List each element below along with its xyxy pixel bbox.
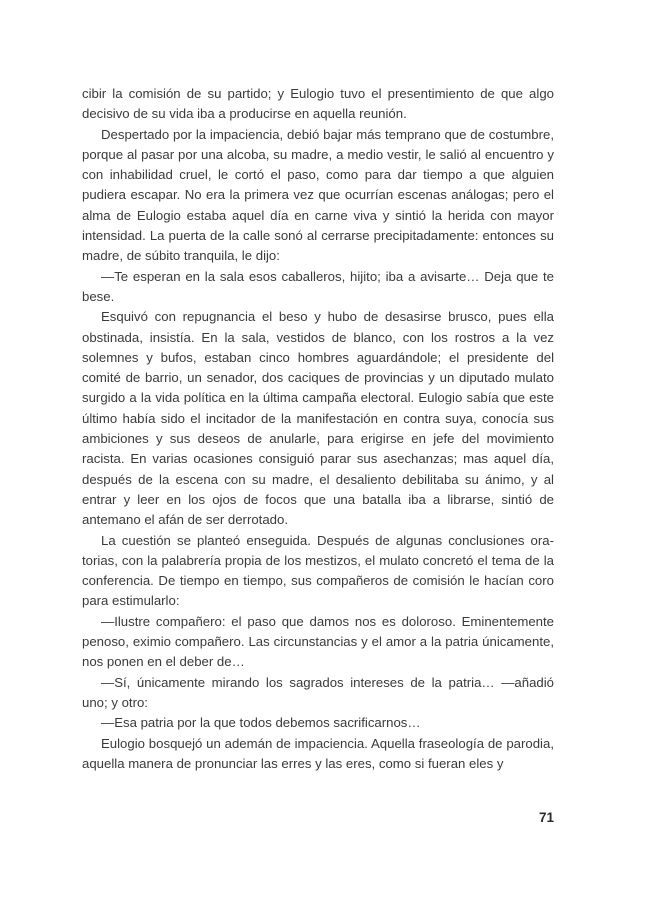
paragraph: —Te esperan en la sala esos caballeros, hijito; iba a avisarte… Deja que te bese. [82, 268, 554, 304]
paragraph: Despertado por la impaciencia, debió bajar más temprano que de costumbre, porque al pasar por una alcoba, su madre, a medio vestir, le salió al encuentro y con inhabilidad cruel, le cortó el paso, como para dar tiempo a que alguien pudiera escapar. No era la primera vez que ocurrían escenas análogas; pero el alma de Eulogio estaba aquel día en carne viva y sintió la herida con mayor intensidad. La puerta de la calle sonó al cerrarse precipitadamente: entonces su madre, de súbito tranquila, le dijo: [82, 126, 554, 264]
paragraph: La cuestión se planteó enseguida. Después de algunas conclusiones oratorias, con la palabrería propia de los mestizos, el mulato concretó el tema de la conferencia. De tiempo en tiempo, sus compañeros de comisión le hacían coro para estimularlo: [82, 532, 554, 609]
paragraph: Eulogio bosquejó un ademán de impaciencia. Aquella fraseología de parodia, aquella manera de pronunciar las erres y las eres, como si fueran eles y [82, 735, 554, 771]
body-text [82, 84, 554, 774]
paragraph: —Sí, únicamente mirando los sagrados intereses de la patria… —añadió uno; y otro: [82, 674, 554, 710]
paragraph: —Esa patria por la que todos debemos sacrificarnos… [101, 715, 421, 731]
paragraph: cibir la comisión de su partido; y Eulogio tuvo el presentimiento de que algo decisivo de su vida iba a producirse en aquella reunión. [82, 86, 554, 122]
paragraph: —Ilustre compañero: el paso que damos nos es doloroso. Eminentemente penoso, eximio compañero. Las circunstancias y el amor a la patria únicamente, nos ponen en el deber de… [82, 613, 554, 670]
paragraph: Esquivó con repugnancia el beso y hubo de desasirse brusco, pues ella obstinada, insistía. En la sala, vestidos de blanco, con los rostros a la vez solemnes y bufos, estaban cinco hombres aguardándole; el presidente del comité de barrio, un senador, dos caciques de provincias y un diputado mulato surgido a la vida política en la última campaña electoral. Eulogio sabía que este último había sido el incitador de la manifestación en contra suya, conocía sus ambiciones y sus deseos de anularle, para erigirse en jefe del movimiento racista. En varias ocasiones consiguió parar sus asechanzas; mas aquel día, después de la escena con su madre, el desaliento debilitaba su ánimo, y al entrar y leer en los ojos de focos que una batalla iba a librarse, sintió de antemano el afán de ser derrotado. [82, 309, 554, 528]
page-number: 71 [538, 810, 554, 825]
